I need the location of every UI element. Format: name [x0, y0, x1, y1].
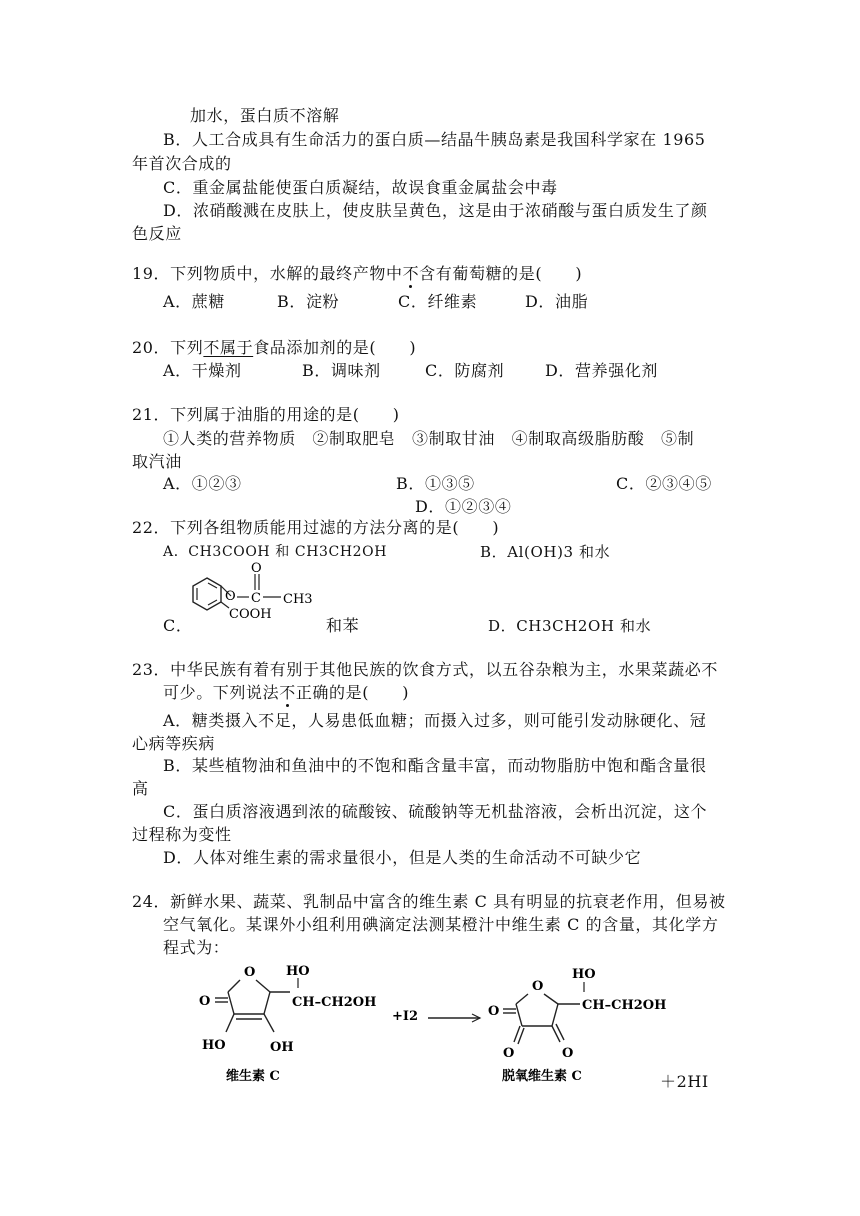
q18-option-b-line2: 年首次合成的 — [132, 154, 232, 173]
q20-underlined-phrase: 不属于 — [203, 338, 254, 357]
svg-text:HO: HO — [202, 1038, 226, 1053]
q19-option-a: A．蔗糖 — [163, 292, 225, 311]
q19-option-b: B．淀粉 — [277, 292, 340, 311]
q19-stem: 19．下列物质中，水解的最终产物中不含有葡萄糖的是( ) — [132, 264, 583, 283]
q18-option-c: C．重金属盐能使蛋白质凝结，故误食重金属盐会中毒 — [163, 178, 558, 197]
svg-text:O: O — [488, 1004, 500, 1019]
aspirin-structure-diagram — [185, 560, 330, 622]
q21-uses-line2: 取汽油 — [132, 452, 182, 471]
q18-option-d-line1: D．浓硝酸溅在皮肤上，使皮肤呈黄色，这是由于浓硝酸与蛋白质发生了颜 — [163, 201, 708, 220]
q22-option-a: A．CH3COOH 和 CH3CH2OH — [163, 544, 388, 560]
svg-text:O: O — [532, 979, 544, 994]
q23-option-c-line2: 过程称为变性 — [132, 825, 232, 844]
svg-text:HO: HO — [286, 964, 310, 979]
q23-option-b-line2: 高 — [132, 779, 149, 798]
vitamin-c-reaction-diagram — [190, 958, 730, 1090]
q21-uses-line1: ①人类的营养物质 ②制取肥皂 ③制取甘油 ④制取高级脂肪酸 ⑤制 — [163, 429, 695, 448]
carbonyl-carbon-label: C — [251, 591, 261, 606]
q21-option-d: D．①②③④ — [415, 497, 512, 516]
carboxyl-label: COOH — [229, 607, 272, 622]
svg-text:CH–CH2OH: CH–CH2OH — [292, 995, 377, 1010]
svg-text:HO: HO — [572, 967, 596, 982]
svg-text:O: O — [503, 1046, 515, 1061]
q23-option-a-line2: 心病等疾病 — [132, 734, 216, 753]
q23-stem-line1: 23．中华民族有着有别于其他民族的饮食方式，以五谷杂粮为主，水果菜蔬必不 — [132, 660, 718, 679]
q18-option-d-line2: 色反应 — [132, 224, 182, 243]
q22-option-b: B．Al(OH)3 和水 — [480, 543, 611, 561]
q23-option-a-line1: A．糖类摄入不足，人易患低血糖；而摄入过多，则可能引发动脉硬化、冠 — [163, 711, 707, 730]
q22-stem: 22．下列各组物质能用过滤的方法分离的是( ) — [132, 518, 500, 537]
q19-option-c: C．纤维素 — [398, 292, 478, 311]
q23-emphasis-dot: 不 — [279, 683, 296, 702]
product-name-label: 脱氧维生素 C — [502, 1069, 582, 1084]
q24-stem-line1: 24．新鲜水果、蔬菜、乳制品中富含的维生素 C 具有明显的抗衰老作用，但易被 — [132, 892, 726, 911]
q20-option-c: C．防腐剂 — [425, 361, 505, 380]
q20-option-a: A．干燥剂 — [163, 361, 242, 380]
q22-option-c-tail: 和苯 — [326, 616, 360, 635]
iodine-reagent-label: +I2 — [392, 1009, 419, 1024]
svg-text:O: O — [199, 994, 211, 1009]
q21-option-b: B．①③⑤ — [396, 474, 475, 493]
dehydro-vitamin-c-structure — [488, 967, 666, 1084]
svg-text:OH: OH — [270, 1040, 294, 1055]
q18-option-a-continuation: 加水，蛋白质不溶解 — [190, 106, 340, 125]
q20-stem: 20．下列不属于食品添加剂的是( ) — [132, 338, 417, 357]
svg-text:O: O — [244, 965, 256, 980]
q21-option-a: A．①②③ — [163, 474, 242, 493]
q23-option-b-line1: B．某些植物油和鱼油中的不饱和酯含量丰富，而动物脂肪中饱和酯含量很 — [163, 756, 707, 775]
q23-option-d: D．人体对维生素的需求量很小，但是人类的生命活动不可缺少它 — [163, 848, 642, 867]
q22-option-c-label: C． — [163, 616, 193, 635]
ester-oxygen-label: O — [225, 589, 236, 604]
methyl-label: CH3 — [283, 592, 313, 607]
q20-option-b: B．调味剂 — [302, 361, 381, 380]
q24-byproduct-hi: ＋2HI — [660, 1072, 709, 1091]
vitamin-c-structure — [199, 964, 376, 1084]
q24-stem-line2: 空气氧化。某课外小组利用碘滴定法测某橙汁中维生素 C 的含量，其化学方 — [163, 915, 719, 934]
q18-option-b-line1: B．人工合成具有生命活力的蛋白质—结晶牛胰岛素是我国科学家在 1965 — [163, 130, 706, 149]
svg-text:CH–CH2OH: CH–CH2OH — [582, 998, 667, 1013]
q23-stem-line2: 可少。下列说法不正确的是( ) — [163, 683, 410, 702]
reactant-name-label: 维生素 C — [226, 1069, 280, 1084]
q20-option-d: D．营养强化剂 — [545, 361, 659, 380]
svg-text:O: O — [562, 1046, 574, 1061]
q21-option-c: C．②③④⑤ — [616, 474, 712, 493]
q23-option-c-line1: C．蛋白质溶液遇到浓的硫酸铵、硫酸钠等无机盐溶液，会析出沉淀，这个 — [163, 802, 708, 821]
q19-option-d: D．油脂 — [525, 292, 589, 311]
q19-emphasis-dot: 不 — [402, 264, 420, 283]
q24-stem-line3: 程式为： — [163, 938, 230, 957]
carbonyl-oxygen-label: O — [251, 561, 262, 576]
q21-stem: 21．下列属于油脂的用途的是( ) — [132, 405, 400, 424]
q22-option-d: D．CH3CH2OH 和水 — [488, 617, 652, 635]
